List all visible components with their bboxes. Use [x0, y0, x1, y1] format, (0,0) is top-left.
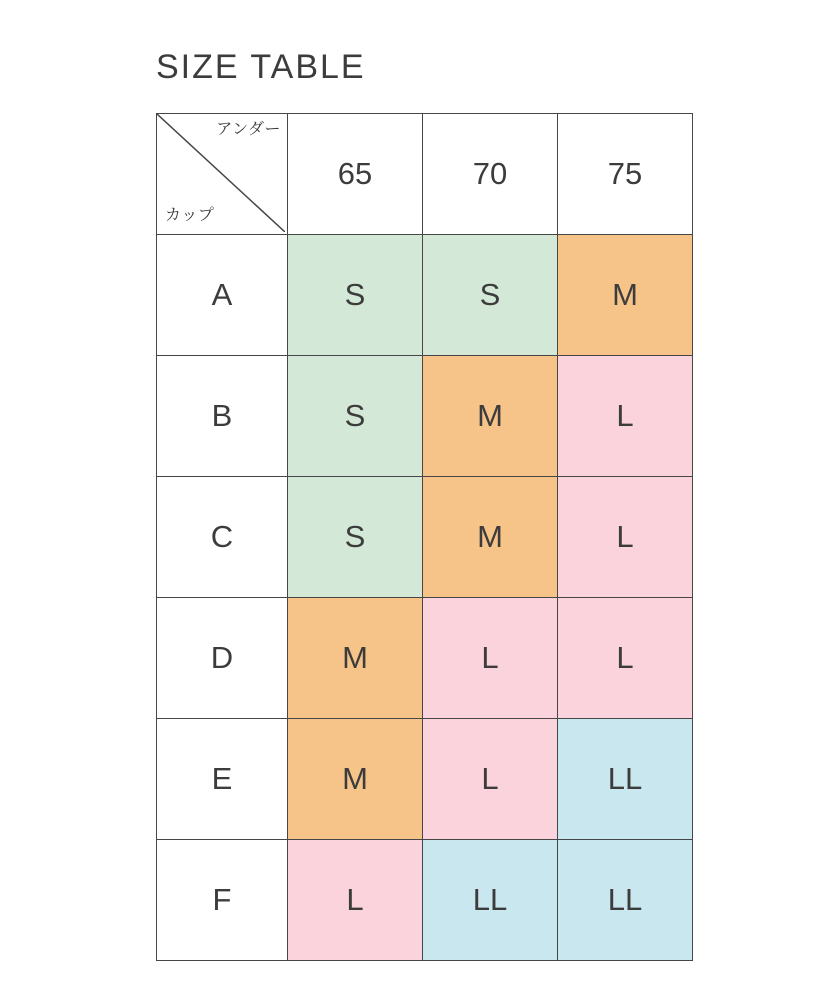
table-row: [157, 840, 693, 961]
corner-label-under: アンダー: [216, 121, 281, 138]
table-row: [157, 719, 693, 840]
cell-b-65: S: [288, 356, 423, 477]
table-row: [157, 356, 693, 477]
cell-a-65: S: [288, 235, 423, 356]
cell-c-75: L: [558, 477, 693, 598]
row-header-d: D: [157, 598, 288, 719]
size-table: [156, 113, 693, 961]
cell-d-65: M: [288, 598, 423, 719]
cell-e-70: L: [423, 719, 558, 840]
column-header-65: 65: [288, 114, 423, 235]
cell-f-75: LL: [558, 840, 693, 961]
cell-a-70: S: [423, 235, 558, 356]
column-header-75: 75: [558, 114, 693, 235]
cell-e-65: M: [288, 719, 423, 840]
corner-label-cup: カップ: [165, 207, 215, 224]
cell-d-70: L: [423, 598, 558, 719]
cell-c-65: S: [288, 477, 423, 598]
cell-a-75: M: [558, 235, 693, 356]
row-header-b: B: [157, 356, 288, 477]
cell-c-70: M: [423, 477, 558, 598]
cell-f-65: L: [288, 840, 423, 961]
page-title: SIZE TABLE: [156, 48, 366, 86]
row-header-e: E: [157, 719, 288, 840]
cell-b-75: L: [558, 356, 693, 477]
table-row: [157, 477, 693, 598]
cell-d-75: L: [558, 598, 693, 719]
row-header-a: A: [157, 235, 288, 356]
table-row: [157, 235, 693, 356]
row-header-f: F: [157, 840, 288, 961]
cell-f-70: LL: [423, 840, 558, 961]
table-row: [157, 598, 693, 719]
cell-b-70: M: [423, 356, 558, 477]
table-corner-cell: [157, 114, 288, 235]
row-header-c: C: [157, 477, 288, 598]
cell-e-75: LL: [558, 719, 693, 840]
size-table-container: [156, 113, 693, 961]
table-header-row: [157, 114, 693, 235]
column-header-70: 70: [423, 114, 558, 235]
